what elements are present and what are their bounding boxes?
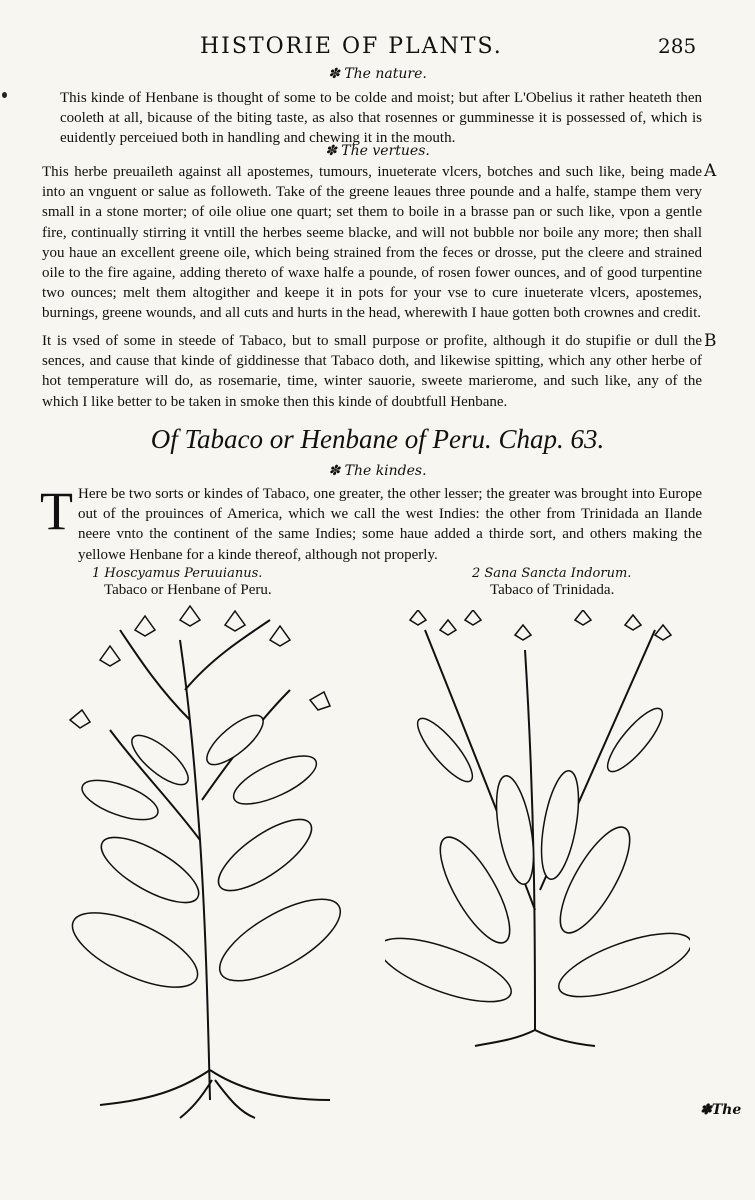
woodcut-tabaco-peru [40,600,350,1120]
vertues-paragraph-1: This herbe preuaileth against all apostemes, tumours, inueterate vlcers, botches and such like, being made into an vnguent or salue as followeth. Take of the greene leaues three pounde and a halfe, stampe them very small in a stone morter; of oile oliue one quart; set them to boile in a brasse pan or such like, vpon a gentle fire, continually stirring it vntill the herbes seeme blacke, and will not bubble nor boile any more; then shall you haue an excellent greene oile, which being strained from the feces or drosse, put the cleere and strained oile to the fire againe, adding thereto of waxe halfe a pounde, of rosen fower ounces, and of good turpentine two ounces; melt them altogither and keepe it in pots for your vse to cure inueterate vlcers, apostemes, burnings, greene wounds, and all cuts and hurts in the head, wherewith I haue gotten both crownes and credit. [42,164,702,322]
woodcut-tabaco-trinidada [385,610,690,1050]
kindes-paragraph: Here be two sorts or kindes of Tabaco, one greater, the other lesser; the greater was brought into Europe out of the prouinces of America, which we call the west Indies: the other from Trinidada an Ilande neere vnto the continent of the same Indies; some haue added a thirde sort, and others making the yellowe Henbane for a kinde thereof, although not properly. [78,486,702,563]
figure-1-latin: 1 Hoscyamus Peruuianus. [92,566,263,581]
running-head: HISTORIE OF PLANTS. [200,34,503,59]
kindes-heading: ✽ The kindes. [328,463,427,479]
margin-letter-b: B [704,331,717,351]
figure-2-latin: 2 Sana Sancta Indorum. [472,566,632,581]
chapter-title: Of Tabaco or Henbane of Peru. Chap. 63. [150,424,605,454]
vertues-heading: ✽ The vertues. [325,143,430,159]
figure-2-caption: Tabaco of Trinidada. [490,582,615,598]
page-number: 285 [658,34,697,58]
nature-heading: ✽ The nature. [328,66,427,82]
margin-letter-a: A [704,161,717,181]
nature-paragraph: This kinde of Henbane is thought of some to be colde and moist; but after L'Obelius it rather heateth then cooleth at all, bicause of the biting taste, as also that rosennes or gumminesse it is possessed of, which is euidently perceiued both in handling and chewing it in the mouth. [60,90,702,147]
drop-cap: T [40,481,73,541]
vertues-paragraph-2: It is vsed of some in steede of Tabaco, but to small purpose or profite, although it do stupifie or dull the sences, and cause that kinde of giddinesse that Tabaco doth, and likewise spitting, which any other herbe of hot temperature will do, as rosemarie, time, winter sauorie, sweete marierome, and such like, any of the which I like better to be taken in smoke then this kinde of doubtfull Henbane. [42,333,702,410]
catchword: ✽The [700,1102,742,1118]
edge-mark [2,92,7,98]
figure-1-caption: Tabaco or Henbane of Peru. [104,582,272,598]
